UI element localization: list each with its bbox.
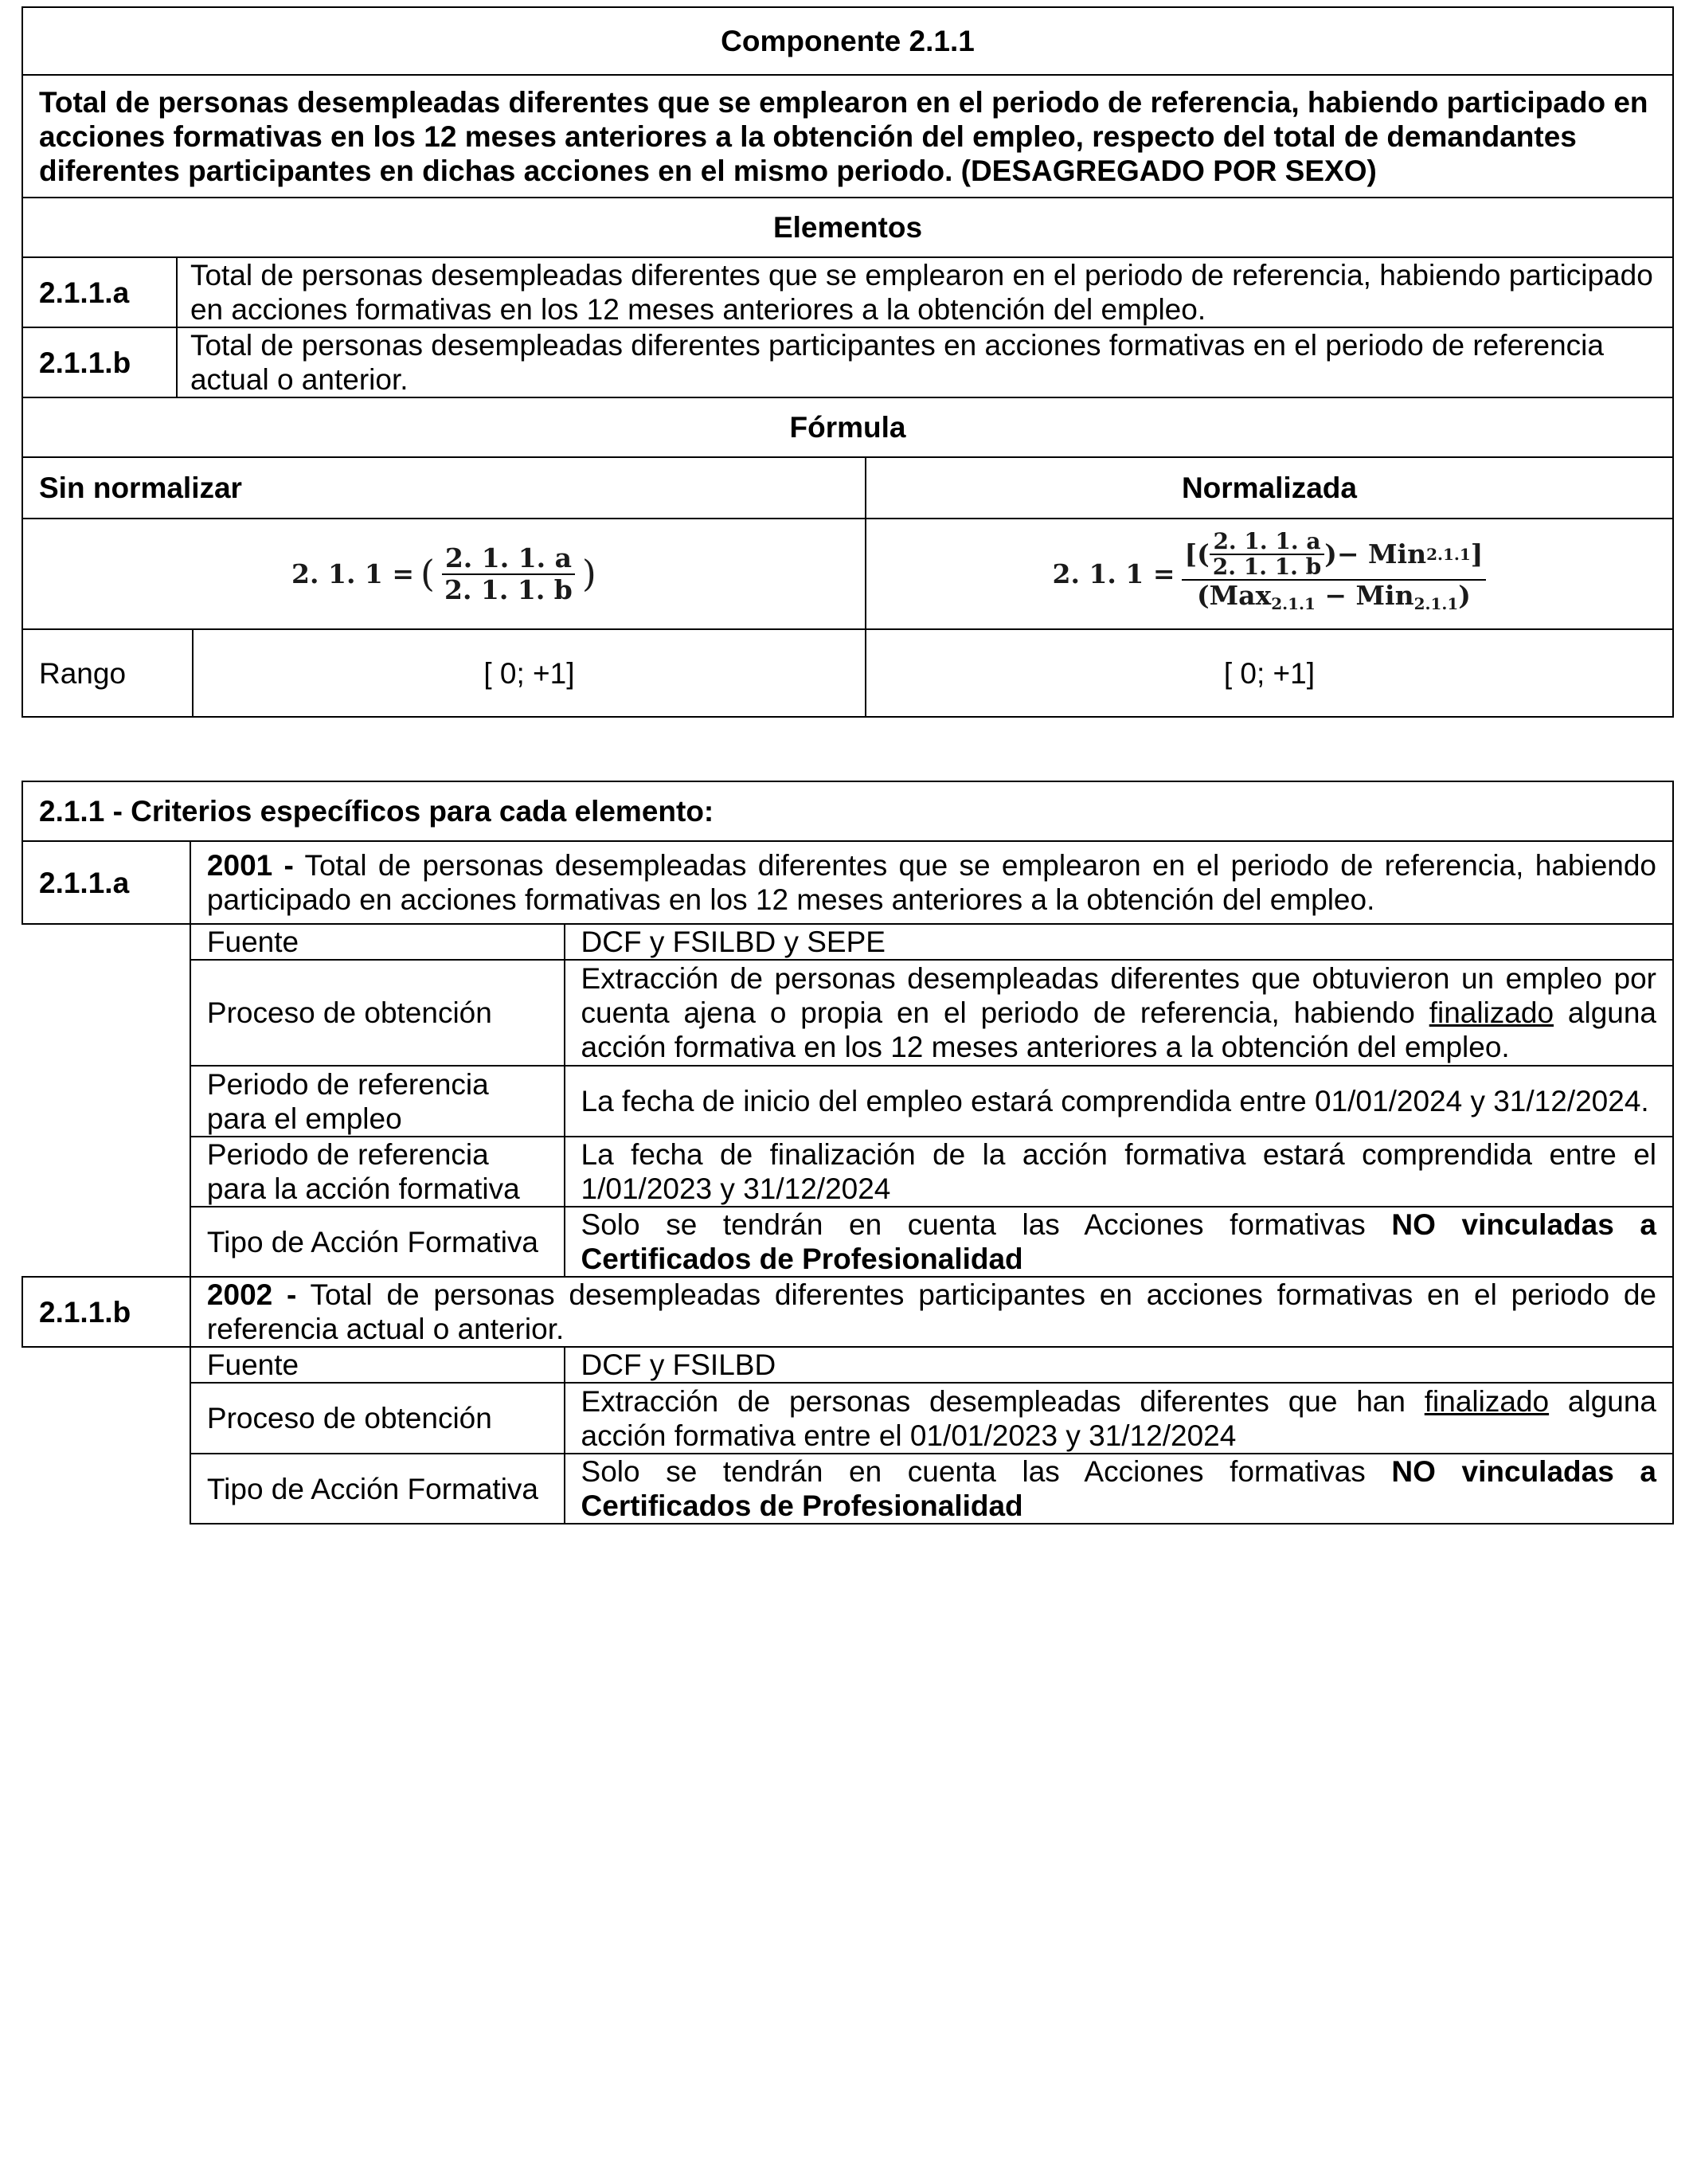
- min-subscript: 2.1.1: [1413, 593, 1459, 613]
- formula-numerator: 2. 1. 1. a: [442, 543, 575, 575]
- proceso-value: [565, 960, 1673, 1066]
- component-title: Componente 2.1.1: [22, 7, 1673, 75]
- fuente-label: Fuente: [190, 1347, 565, 1383]
- inner-denominator: 2. 1. 1. b: [1212, 553, 1322, 580]
- periodo-empleo-value: La fecha de inicio del empleo estará comprendida entre 01/01/2024 y 31/12/2024.: [565, 1066, 1673, 1137]
- periodo-accion-label: Periodo de referencia para la acción formativa: [190, 1137, 565, 1207]
- tipo-text: Solo se tendrán en cuenta las Acciones formativas: [581, 1455, 1392, 1488]
- normalizada-label: Normalizada: [866, 457, 1673, 519]
- formula-numerator: [1182, 527, 1487, 581]
- formula-lhs: 2. 1. 1 =: [1052, 558, 1175, 589]
- criteria-table: [22, 781, 1674, 1524]
- rango-label: Rango: [22, 629, 193, 717]
- formula-heading: Fórmula: [22, 397, 1673, 457]
- min-term: )− Min: [1324, 538, 1427, 569]
- tipo-label: Tipo de Acción Formativa: [190, 1454, 565, 1524]
- formula-normalizada: [866, 519, 1673, 629]
- tipo-bold: NO vinculadas a Certificados de Profesionalidad: [581, 1455, 1656, 1522]
- proceso-text: alguna acción formativa en los 12 meses anteriores a la obtención del empleo.: [581, 996, 1657, 1063]
- formula-fraction: [1182, 527, 1487, 619]
- fuente-value: DCF y FSILBD y SEPE: [565, 924, 1673, 960]
- spacer-cell: [22, 1347, 190, 1383]
- element-text: Total de personas desempleadas diferentes que se emplearon en el periodo de referencia, habiendo participado en acciones formativas en los 12 meses anteriores a la obtención del empleo.: [177, 257, 1673, 327]
- tipo-label: Tipo de Acción Formativa: [190, 1207, 565, 1277]
- bracket-open: [(: [1184, 538, 1210, 569]
- spacer-cell: [22, 924, 190, 960]
- tipo-value: [565, 1207, 1673, 1277]
- inner-numerator: 2. 1. 1. a: [1210, 530, 1324, 555]
- element-code: 2.1.1.b: [22, 327, 177, 397]
- rango-sin-normalizar: [ 0; +1]: [193, 629, 866, 717]
- min-term: − Min: [1315, 579, 1414, 611]
- criteria-description: [190, 841, 1673, 924]
- formula-sin-normalizar: [22, 519, 866, 629]
- fuente-label: Fuente: [190, 924, 565, 960]
- rango-normalizada: [ 0; +1]: [866, 629, 1673, 717]
- proceso-label: Proceso de obtención: [190, 960, 565, 1066]
- spacer-cell: [22, 1066, 190, 1137]
- criteria-id: 2002 -: [206, 1278, 297, 1311]
- max-subscript: 2.1.1: [1271, 593, 1316, 613]
- criteria-heading: 2.1.1 - Criterios específicos para cada elemento:: [22, 781, 1673, 841]
- proceso-value: [565, 1383, 1673, 1454]
- tipo-text: Solo se tendrán en cuenta las Acciones formativas: [581, 1208, 1392, 1241]
- criteria-code: 2.1.1.a: [22, 841, 190, 924]
- formula-denominator: 2. 1. 1. b: [444, 573, 573, 605]
- element-text: Total de personas desempleadas diferentes participantes en acciones formativas en el periodo de referencia actual o anterior.: [177, 327, 1673, 397]
- paren-close: ): [1458, 579, 1471, 611]
- criteria-text: Total de personas desempleadas diferentes que se emplearon en el periodo de referencia, habiendo participado en acciones formativas en los 12 meses anteriores a la obtención del empleo.: [206, 849, 1657, 916]
- proceso-text: alguna acción formativa entre el 01/01/2023 y 31/12/2024: [581, 1384, 1656, 1452]
- proceso-text: Extracción de personas desempleadas diferentes que obtuvieron un empleo por cuenta ajena o propia en el periodo de referencia, habiendo: [581, 962, 1656, 1029]
- elements-heading: Elementos: [22, 198, 1673, 257]
- criteria-id: 2001 -: [206, 849, 294, 882]
- tipo-value: [565, 1454, 1673, 1524]
- spacer-cell: [22, 960, 190, 1066]
- formula-open-paren: (: [420, 552, 435, 595]
- fuente-value: DCF y FSILBD: [565, 1347, 1673, 1383]
- spacer-cell: [22, 1454, 190, 1524]
- periodo-empleo-label: Periodo de referencia para el empleo: [190, 1066, 565, 1137]
- formula-denominator: [1194, 581, 1474, 619]
- tipo-bold: NO vinculadas a Certificados de Profesionalidad: [581, 1208, 1656, 1275]
- proceso-label: Proceso de obtención: [190, 1383, 565, 1454]
- spacer-cell: [22, 1207, 190, 1277]
- spacer-cell: [22, 1137, 190, 1207]
- inner-fraction: [1210, 527, 1325, 580]
- bracket-close: ]: [1470, 538, 1484, 569]
- max-term: (Max: [1196, 579, 1272, 611]
- component-description: Total de personas desempleadas diferentes que se emplearon en el periodo de referencia, habiendo participado en acciones formativas en los 12 meses anteriores a la obtención del empleo, respecto del total de demandantes diferentes participantes en dichas acciones en el mismo periodo. (DESAGREGADO POR SEXO): [22, 75, 1673, 198]
- spacer-cell: [22, 1383, 190, 1454]
- formula-close-paren: ): [581, 552, 596, 595]
- criteria-text: Total de personas desempleadas diferentes participantes en acciones formativas en el periodo de referencia actual o anterior.: [206, 1278, 1656, 1345]
- formula-lhs: 2. 1. 1 =: [291, 558, 415, 589]
- min-subscript: 2.1.1: [1426, 544, 1471, 564]
- criteria-description: [190, 1277, 1673, 1347]
- criteria-code: 2.1.1.b: [22, 1277, 190, 1347]
- element-code: 2.1.1.a: [22, 257, 177, 327]
- formula-fraction: [441, 543, 576, 605]
- proceso-text: Extracción de personas desempleadas diferentes que han: [581, 1384, 1425, 1418]
- proceso-underlined: finalizado: [1424, 1384, 1550, 1418]
- component-table: [22, 6, 1674, 718]
- sin-normalizar-label: Sin normalizar: [22, 457, 866, 519]
- periodo-accion-value: La fecha de finalización de la acción formativa estará comprendida entre el 1/01/2023 y 31/12/2024: [565, 1137, 1673, 1207]
- proceso-underlined: finalizado: [1429, 996, 1554, 1029]
